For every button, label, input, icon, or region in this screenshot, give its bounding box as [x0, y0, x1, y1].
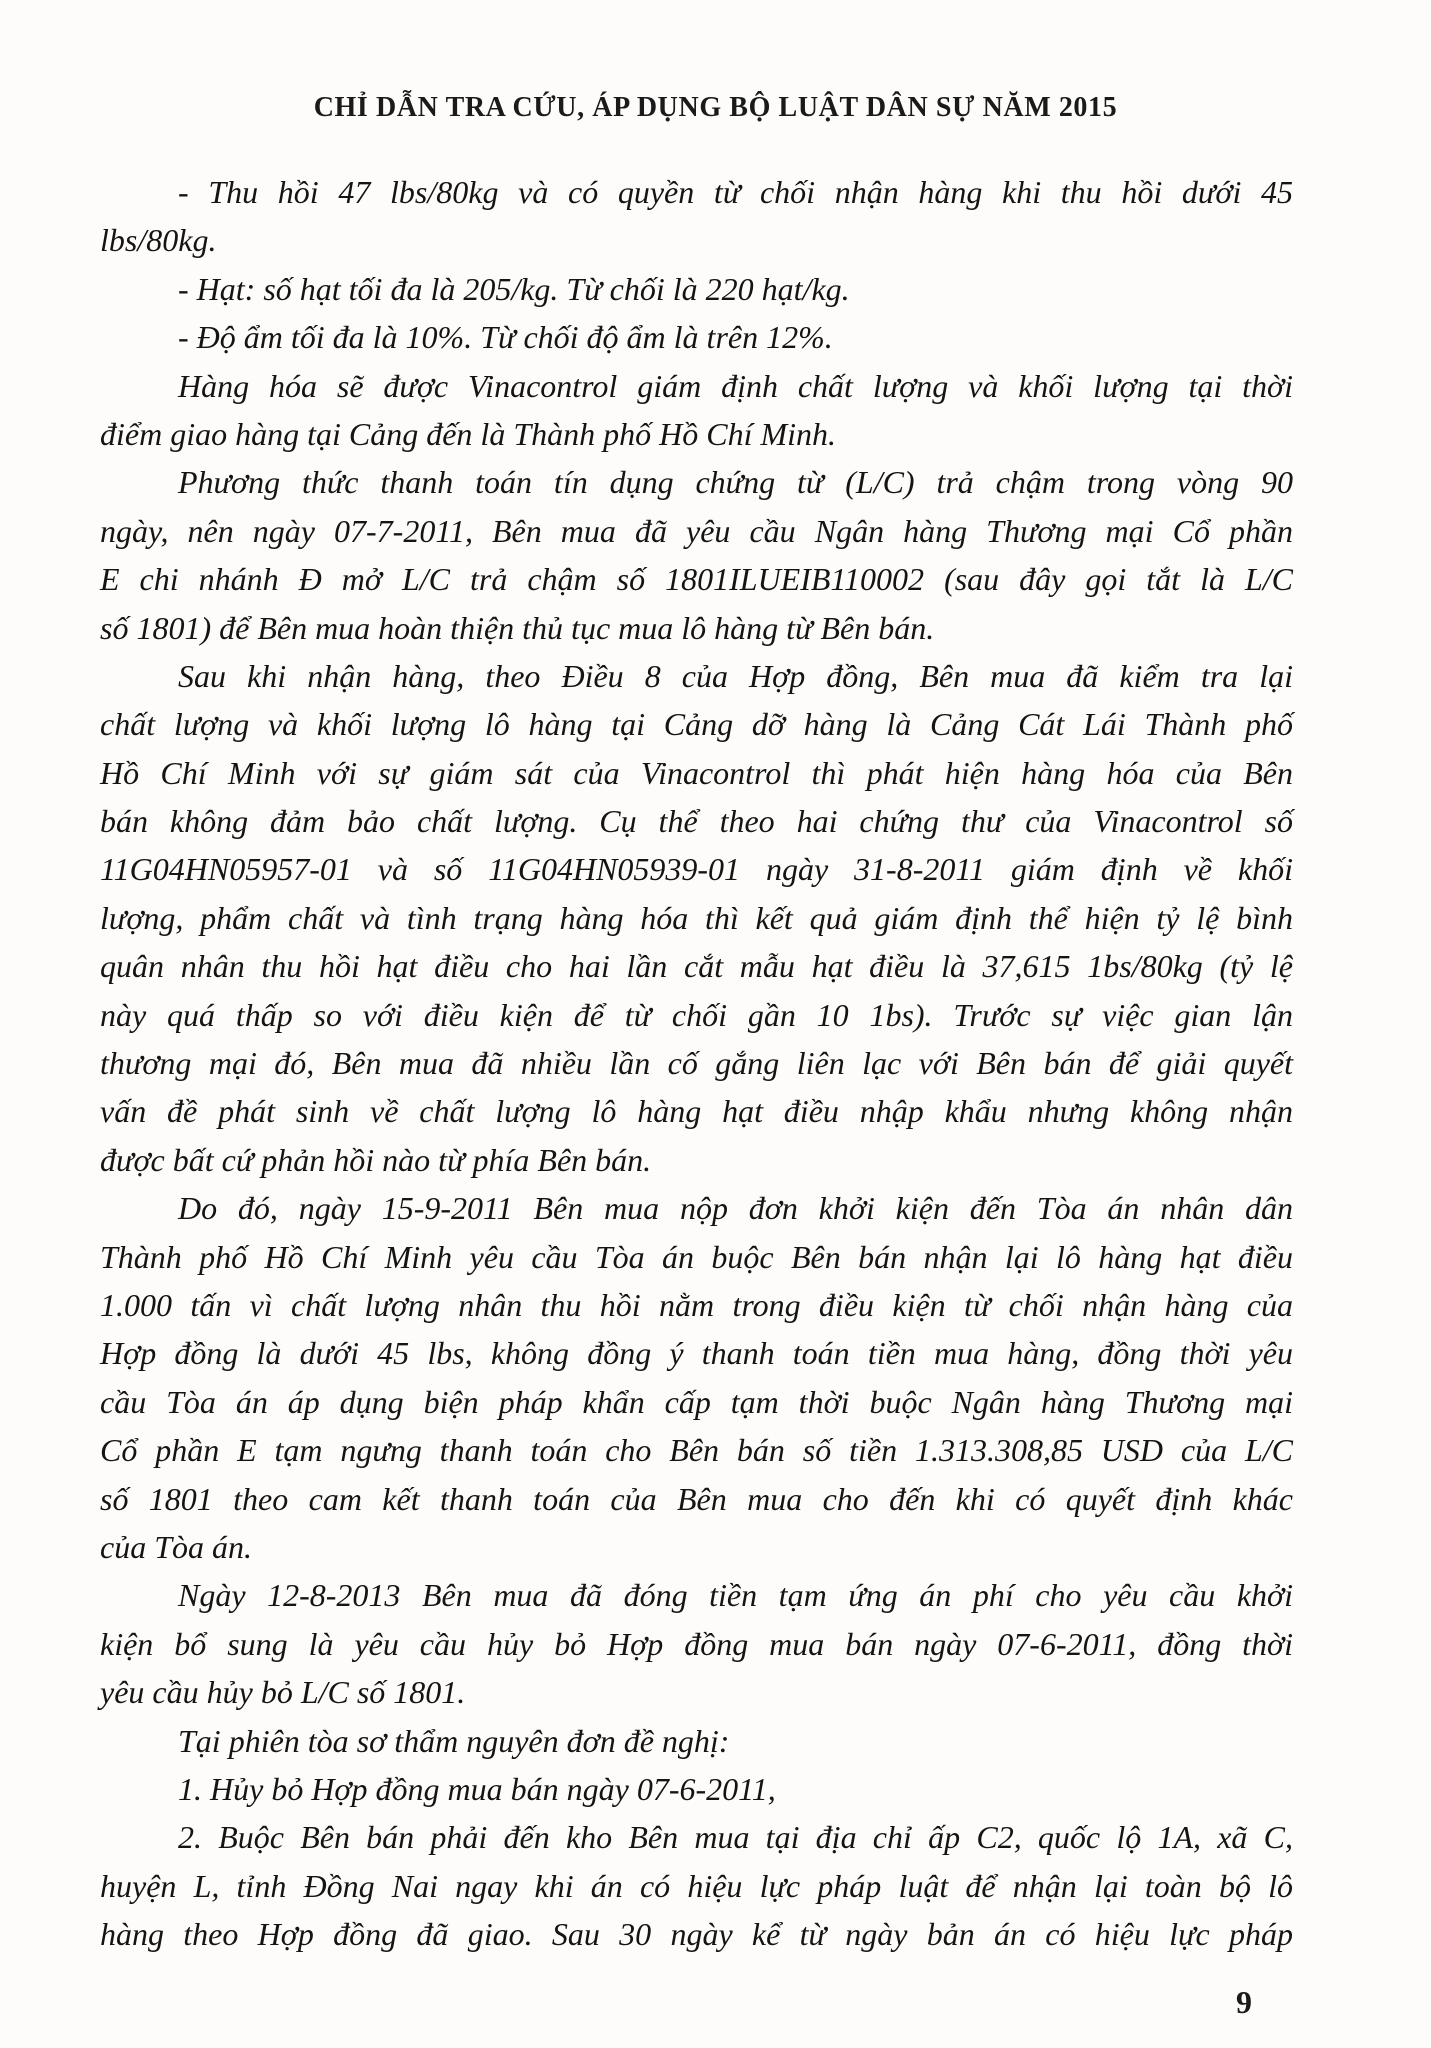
- text-line: 2. Buộc Bên bán phải đến kho Bên mua tại địa chỉ ấp C2, quốc lộ 1A, xã C,: [178, 1819, 1293, 1856]
- text-line: thương mại đó, Bên mua đã nhiều lần cố gắng liên lạc với Bên bán để giải quyết: [100, 1045, 1293, 1082]
- text-line: - Thu hồi 47 lbs/80kg và có quyền từ chối nhận hàng khi thu hồi dưới 45: [178, 174, 1293, 210]
- text-line: lbs/80kg.: [100, 222, 217, 259]
- text-line: lượng, phẩm chất và tình trạng hàng hóa thì kết quả giám định thể hiện tỷ lệ bình: [100, 899, 1293, 936]
- text-line: Thành phố Hồ Chí Minh yêu cầu Tòa án buộc Bên bán nhận lại lô hàng hạt điều: [100, 1238, 1293, 1275]
- text-line: Do đó, ngày 15-9-2011 Bên mua nộp đơn khởi kiện đến Tòa án nhân dân: [178, 1190, 1293, 1227]
- text-line: kiện bổ sung là yêu cầu hủy bỏ Hợp đồng mua bán ngày 07-6-2011, đồng thời: [100, 1625, 1293, 1662]
- text-line: Hàng hóa sẽ được Vinacontrol giám định chất lượng và khối lượng tại thời: [178, 367, 1293, 404]
- text-line: - Hạt: số hạt tối đa là 205/kg. Từ chối là 220 hạt/kg.: [178, 270, 850, 307]
- text-line: vấn đề phát sinh về chất lượng lô hàng hạt điều nhập khẩu nhưng không nhận: [100, 1093, 1293, 1130]
- text-line: bán không đảm bảo chất lượng. Cụ thể theo hai chứng thư của Vinacontrol số: [100, 803, 1293, 840]
- text-line: yêu cầu hủy bỏ L/C số 1801.: [100, 1674, 466, 1711]
- text-line: E chi nhánh Đ mở L/C trả chậm số 1801ILUEIB110002 (sau đây gọi tắt là L/C: [100, 561, 1293, 598]
- text-line: huyện L, tỉnh Đồng Nai ngay khi án có hiệu lực pháp luật để nhận lại toàn bộ lô: [100, 1867, 1293, 1904]
- text-line: 11G04HN05957-01 và số 11G04HN05939-01 ngày 31-8-2011 giám định về khối: [100, 851, 1293, 888]
- text-line: của Tòa án.: [100, 1528, 252, 1565]
- text-line: được bất cứ phản hồi nào từ phía Bên bán.: [100, 1141, 652, 1178]
- text-line: số 1801) để Bên mua hoàn thiện thủ tục mua lô hàng từ Bên bán.: [100, 609, 935, 646]
- text-line: 1. Hủy bỏ Hợp đồng mua bán ngày 07-6-2011,: [178, 1770, 776, 1807]
- text-line: Hợp đồng là dưới 45 lbs, không đồng ý thanh toán tiền mua hàng, đồng thời yêu: [100, 1335, 1293, 1372]
- text-line: Phương thức thanh toán tín dụng chứng từ (L/C) trả chậm trong vòng 90: [178, 464, 1293, 501]
- running-header: CHỈ DẪN TRA CỨU, ÁP DỤNG BỘ LUẬT DÂN SỰ NĂM 2015: [313, 92, 1118, 123]
- page-body-text: [100, 168, 1293, 1958]
- text-line: này quá thấp so với điều kiện để từ chối gần 10 1bs). Trước sự việc gian lận: [100, 996, 1293, 1033]
- text-line: điểm giao hàng tại Cảng đến là Thành phố Hồ Chí Minh.: [100, 415, 836, 452]
- text-line: quân nhân thu hồi hạt điều cho hai lần cắt mẫu hạt điều là 37,615 1bs/80kg (tỷ lệ: [100, 948, 1293, 985]
- text-line: số 1801 theo cam kết thanh toán của Bên mua cho đến khi có quyết định khác: [100, 1480, 1293, 1517]
- text-line: 1.000 tấn vì chất lượng nhân thu hồi nằm trong điều kiện từ chối nhận hàng của: [100, 1286, 1293, 1323]
- text-line: Sau khi nhận hàng, theo Điều 8 của Hợp đồng, Bên mua đã kiểm tra lại: [178, 657, 1293, 694]
- text-line: Cổ phần E tạm ngưng thanh toán cho Bên bán số tiền 1.313.308,85 USD của L/C: [100, 1432, 1293, 1469]
- page-number: 9: [1236, 1984, 1252, 2020]
- text-line: Tại phiên tòa sơ thẩm nguyên đơn đề nghị:: [178, 1722, 730, 1759]
- text-line: Hồ Chí Minh với sự giám sát của Vinacontrol thì phát hiện hàng hóa của Bên: [100, 754, 1293, 791]
- text-line: Ngày 12-8-2013 Bên mua đã đóng tiền tạm ứng án phí cho yêu cầu khởi: [178, 1577, 1293, 1614]
- text-line: chất lượng và khối lượng lô hàng tại Cảng dỡ hàng là Cảng Cát Lái Thành phố: [100, 706, 1293, 743]
- text-line: hàng theo Hợp đồng đã giao. Sau 30 ngày kể từ ngày bản án có hiệu lực pháp: [100, 1916, 1293, 1953]
- text-line: - Độ ẩm tối đa là 10%. Từ chối độ ẩm là trên 12%.: [178, 319, 833, 356]
- text-line: cầu Tòa án áp dụng biện pháp khẩn cấp tạm thời buộc Ngân hàng Thương mại: [100, 1383, 1293, 1420]
- text-line: ngày, nên ngày 07-7-2011, Bên mua đã yêu cầu Ngân hàng Thương mại Cổ phần: [100, 512, 1293, 549]
